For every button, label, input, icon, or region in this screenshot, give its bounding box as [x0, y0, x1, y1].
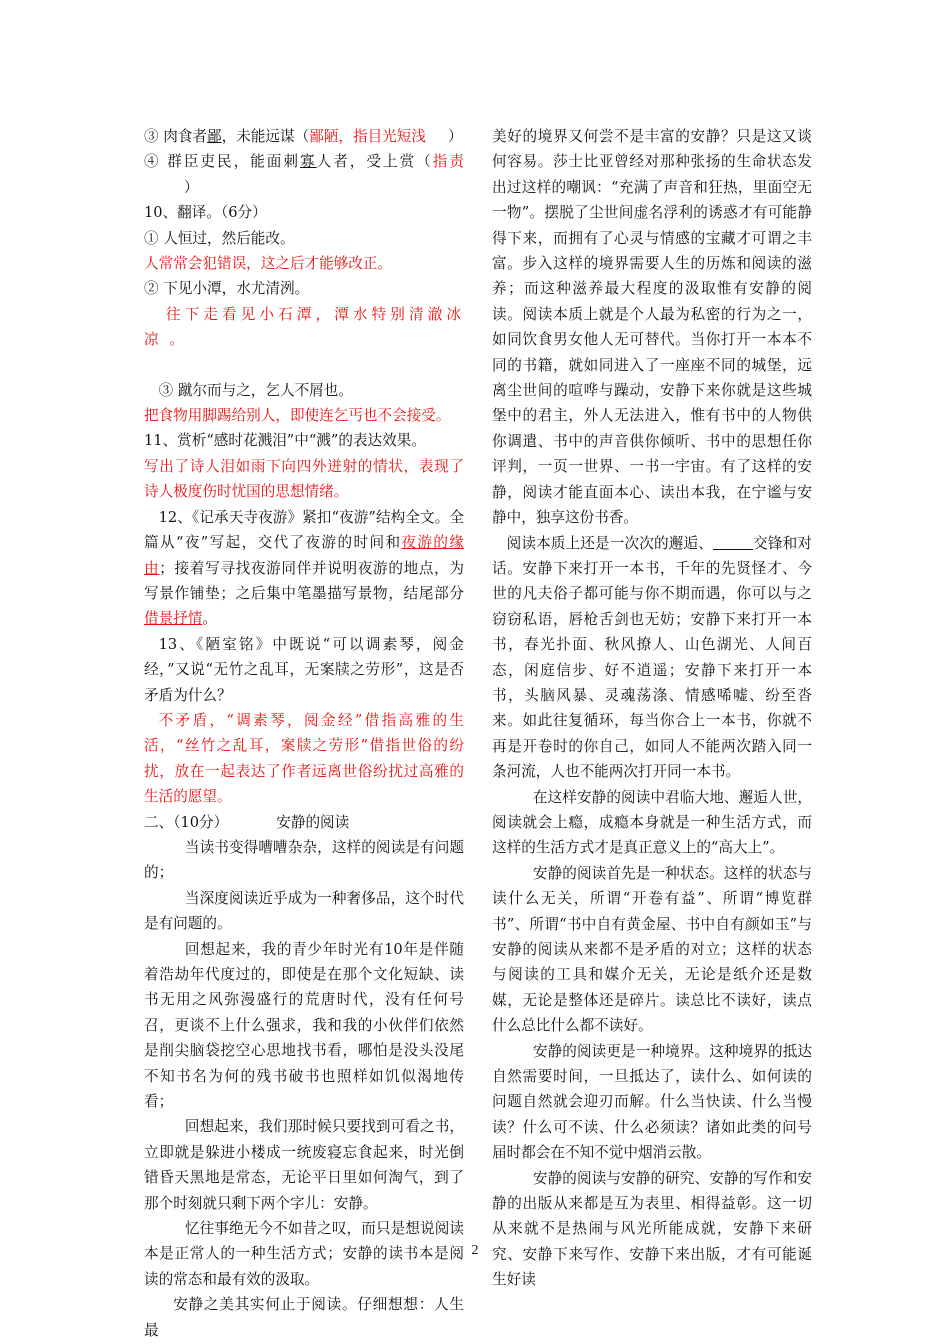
section-2-heading: 二、（10分） 安静的阅读 [144, 813, 350, 831]
article-paragraph: 安静的阅读与安静的研究、安静的写作和安静的出版从来都是互为表里、相得益彰。这一切从来就不是热闹与风光所能成就，安静下来研究、安静下来写作、安静下来出版，才有可能诞生好读 [492, 1169, 812, 1289]
question-10-item-1: ① 人恒过，然后能改。 [144, 229, 295, 247]
article-paragraph: 回想起来，我的青少年时光有10年是伴随着浩劫年代度过的，即使是在那个文化短缺、读书无用之风弥漫盛行的荒唐时代，没有任何号召，更谈不上什么强求，我和我的小伙伴们依然是削尖脑袋挖空心思地找书看，哪怕是没头没尾不知书名为何的残书破书也照样如饥似渴地传看； [144, 940, 464, 1111]
question-12: 12、《记承天寺夜游》紧扣“夜游”结构全文。全篇从“夜”写起，交代了夜游的时间和夜游的缘由；接着写寻找夜游同伴并说明夜游的地点，为写景作铺垫；之后集中笔墨描写景物，结尾部分借景抒情。 [144, 508, 464, 628]
question-10-item-2: ② 下见小潭，水尤清洌。 [144, 280, 310, 298]
answer-10-3: 把食物用脚踢给别人，即使连乞丐也不会接受。 [144, 407, 451, 425]
q9-item-3: ③ 肉食者鄙，未能远谋（鄙陋，指目光短浅 ） [144, 128, 463, 145]
article-paragraph: 忆往事绝无今不如昔之叹，而只是想说阅读本是正常人的一种生活方式；安静的读书本是阅读的常态和最有效的汲取。 [144, 1220, 464, 1288]
answer-text: 指责 [432, 153, 464, 171]
left-column [144, 124, 464, 1343]
answer-13: 不矛盾，“调素琴，阅金经”借指高雅的生活，“丝竹之乱耳，案牍之劳形”借指世俗的纷扰，放在一起表达了作者远离世俗纷扰过高雅的生活的愿望。 [144, 711, 464, 806]
question-13: 13、《陋室铭》中既说“可以调素琴，阅金经，”又说“无竹之乱耳，无案牍之劳形”，这是否矛盾为什么？ [144, 635, 464, 704]
article-paragraph: 回想起来，我们那时候只要找到可看之书，立即就是躲进小楼成一统废寝忘食起来，时光倒错昏天黑地是常态，无论平日里如何淘气，到了那个时刻就只剩下两个字儿：安静。 [144, 1118, 464, 1212]
article-paragraph: 安静的阅读首先是一种状态。这样的状态与读什么无关，所谓“开卷有益”、所谓“博览群书”、所谓“书中自有黄金屋、书中自有颜如玉”与安静的阅读从来都不是矛盾的对立；这样的状态与阅读的工具和媒介无关，无论是纸介还是数媒，无论是整体还是碎片。读总比不读好，读点什么总比什么都不读好。 [492, 864, 812, 1035]
q9-item-4: ④ 群臣吏民，能面刺寡人者，受上赏（指责） [144, 153, 464, 196]
answer-10-1: 人常常会犯错误，这之后才能够改正。 [144, 255, 393, 273]
question-11: 11、赏析“感时花溅泪”中“溅”的表达效果。 [144, 432, 426, 450]
answer-text: 夜游的缘由 [144, 534, 464, 577]
article-paragraph: 阅读本质上还是一次次的邂逅、 交锋和对话。安静下来打开一本书，千年的先贤怪才、今世的凡夫俗子都可能与你不期而遇，你可以与之窃窃私语，唇枪舌剑也无妨；安静下来打开一本书，春光扑面、秋风撩人、山色湖光、人间百态，闲庭信步、好不逍遥；安静下来打开一本书，头脑风暴、灵魂荡涤、情感唏嘘、纷至沓来。如此往复循环，每当你合上一本书，你就不再是开卷时的你自己，如同人不能两次踏入同一条河流，人也不能两次打开同一本书。 [492, 534, 812, 781]
question-10: 10、翻译。（6分） [144, 204, 267, 222]
article-paragraph: 当深度阅读近乎成为一种奢侈品，这个时代是有问题的。 [144, 889, 464, 933]
answer-10-2: 往下走看见小石潭，潭水特别清澈冰凉 。 [144, 305, 464, 349]
right-column [492, 124, 812, 1293]
article-paragraph: 当读书变得嘈嘈杂杂，这样的阅读是有问题的； [144, 838, 464, 882]
article-paragraph: 在这样安静的阅读中君临大地、邂逅人世，阅读就会上瘾，成瘾本身就是一种生活方式，而这样的生活方式才是真正意义上的“高大上”。 [492, 788, 812, 857]
answer-11: 写出了诗人泪如雨下向四外迸射的情状，表现了诗人极度伤时忧国的思想情绪。 [144, 457, 464, 501]
fill-blank [713, 535, 753, 550]
answer-text: 借景抒情 [144, 610, 203, 628]
question-10-item-3: ③ 蹴尔而与之，乞人不屑也。 [158, 381, 353, 399]
page-number: 2 [471, 1243, 479, 1258]
article-title: 安静的阅读 [276, 813, 350, 831]
article-paragraph: 安静之美其实何止于阅读。仔细想想：人生最 [144, 1296, 464, 1339]
article-paragraph: 安静的阅读更是一种境界。这种境界的抵达自然需要时间，一旦抵达了，读什么、如何读的问题自然就会迎刃而解。什么当快读、什么当慢读？什么可不读、什么必须读？诸如此类的问号届时都会在不知不觉中烟消云散。 [492, 1042, 812, 1162]
answer-text: 鄙陋，指目光短浅 [309, 128, 426, 145]
article-paragraph: 美好的境界又何尝不是丰富的安静？只是这又谈何容易。莎士比亚曾经对那种张扬的生命状态发出过这样的嘲讽：“充满了声音和狂热，里面空无一物”。摆脱了尘世间虚名浮利的诱惑才有可能静得下来，而拥有了心灵与情感的宝藏才可谓之丰富。步入这样的境界需要人生的历炼和阅读的滋养；而这种滋养最大程度的汲取惟有安静的阅读。阅读本质上就是个人最为私密的行为之一，如同饮食男女他人无可替代。当你打开一本本不同的书籍，就如同进入了一座座不同的城堡，远离尘世间的喧哗与躁动，安静下来你就是这些城堡中的君主，外人无法进入，惟有书中的人物供你调遣、书中的声音供你倾听、书中的思想任你评判，一页一世界、一书一宇宙。有了这样的安静，阅读才能直面本心、读出本我，在宁谧与安静中，独享这份书香。 [492, 128, 812, 527]
